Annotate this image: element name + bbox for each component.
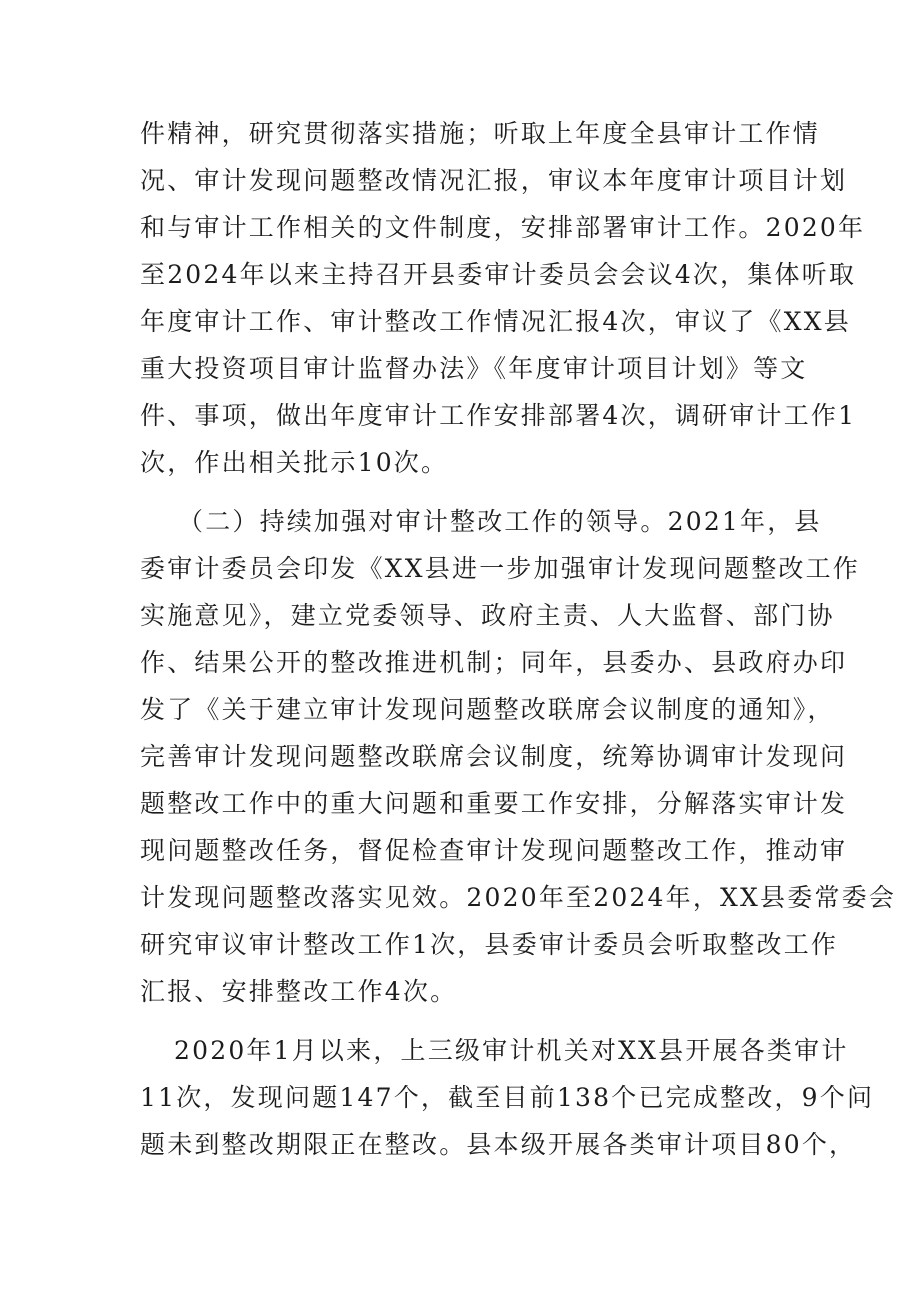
text-line: 11次，发现问题147个，截至目前138个已完成整改，9个问: [140, 1083, 875, 1112]
text-line: 题整改工作中的重大问题和重要工作安排，分解落实审计发: [140, 789, 848, 818]
text-line: 汇报、安排整改工作4次。: [140, 977, 458, 1006]
text-line-indented: （二）持续加强对审计整改工作的领导。2021年，县: [178, 507, 822, 536]
text-line: 现问题整改任务，督促检查审计发现问题整改工作，推动审: [140, 836, 848, 865]
text-line: 至2024年以来主持召开县委审计委员会会议4次，集体听取: [140, 260, 857, 289]
text-line: 作、结果公开的整改推进机制；同年，县委办、县政府办印: [140, 648, 848, 677]
text-line-indented: 2020年1月以来，上三级审计机关对XX县开展各类审计: [174, 1036, 849, 1065]
text-line: 年度审计工作、审计整改工作情况汇报4次，审议了《XX县: [140, 307, 851, 336]
text-line: 题未到整改期限正在整改。县本级开展各类审计项目80个，: [140, 1130, 857, 1159]
paragraph-audit-statistics: [140, 1027, 875, 1168]
text-line: 发了《关于建立审计发现问题整改联席会议制度的通知》，: [140, 695, 835, 724]
text-line: 况、审计发现问题整改情况汇报，审议本年度审计项目计划: [140, 166, 848, 195]
text-line: 重大投资项目审计监督办法》《年度审计项目计划》等文: [140, 354, 808, 383]
text-line: 研究审议审计整改工作1次，县委审计委员会听取整改工作: [140, 930, 839, 959]
text-line: 件、事项，做出年度审计工作安排部署4次，调研审计工作1: [140, 401, 857, 430]
text-line: 实施意见》，建立党委领导、政府主责、人大监督、部门协: [140, 601, 835, 630]
paragraph-rectification-leadership: [140, 498, 897, 1015]
text-line: 计发现问题整改落实见效。2020年至2024年，XX县委常委会: [140, 883, 897, 912]
text-line: 次，作出相关批示10次。: [140, 448, 449, 477]
text-line: 和与审计工作相关的文件制度，安排部署审计工作。2020年: [140, 213, 866, 242]
document-body: [140, 110, 897, 1168]
text-line: 完善审计发现问题整改联席会议制度，统筹协调审计发现问: [140, 742, 848, 771]
text-line: 件精神，研究贯彻落实措施；听取上年度全县审计工作情: [140, 119, 821, 148]
paragraph-audit-committee-meetings: [140, 110, 866, 486]
text-line: 委审计委员会印发《XX县进一步加强审计发现问题整改工作: [140, 554, 860, 583]
